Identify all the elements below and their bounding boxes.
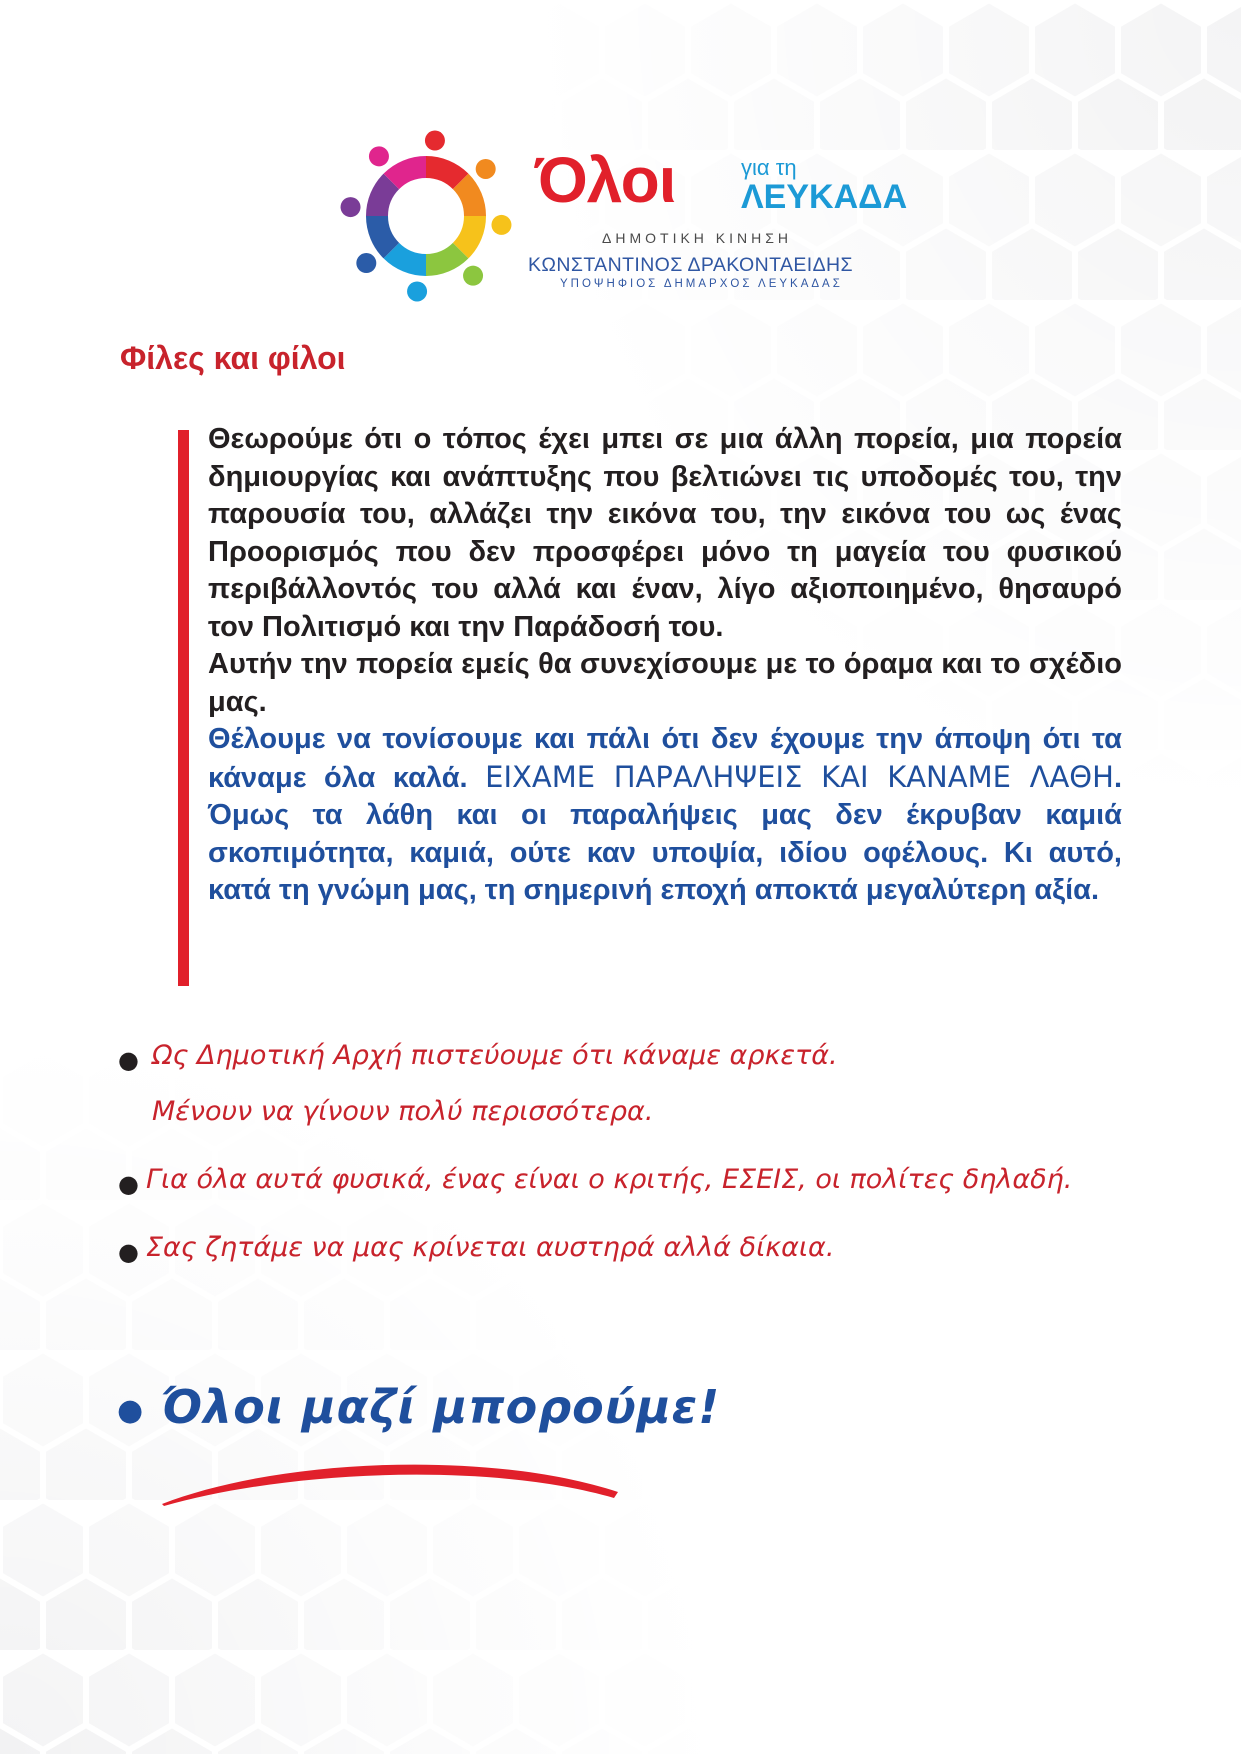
logo-figure-head xyxy=(425,131,445,151)
candidate-name: ΚΩΝΣΤΑΝΤΙΝΟΣ ΔΡΑΚΟΝΤΑΕΙΔΗΣ xyxy=(528,254,853,276)
logo-wordmark: Όλοι xyxy=(535,144,676,216)
quote-accent-bar xyxy=(178,430,189,986)
slogan xyxy=(117,1380,720,1434)
logo-figure-head xyxy=(369,146,389,166)
candidate-role: ΥΠΟΨΗΦΙΟΣ ΔΗΜΑΡΧΟΣ ΛΕΥΚΑΔΑΣ xyxy=(560,278,843,290)
logo-figure-head xyxy=(356,253,376,273)
bullet-3: Σας ζητάμε να μας κρίνεται αυστηρά αλλά δίκαια. xyxy=(146,1232,835,1263)
quote-paragraph-3 xyxy=(208,721,1122,910)
logo-movement: ΔΗΜΟΤΙΚΗ ΚΙΝΗΣΗ xyxy=(602,230,793,246)
quote-p3-start: Θέλουμε να τονίσουμε και πάλι ότι δεν έχουμε την άποψη ότι τα κάναμε όλα καλά. xyxy=(208,723,1122,794)
slogan-dot: ● xyxy=(117,1393,145,1428)
bullet-2: Για όλα αυτά φυσικά, ένας είναι ο κριτής, ΕΣΕΙΣ, οι πολίτες δηλαδή. xyxy=(146,1164,1073,1195)
quote-paragraph-2: Αυτήν την πορεία εμείς θα συνεχίσουμε με το όραμα και το σχέδιο μας. xyxy=(208,648,1122,718)
quote-paragraph-1: Θεωρούμε ότι ο τόπος έχει μπει σε μια άλλη πορεία, μια πορεία δημιουργίας και ανάπτυξης που βελτιώνει τις υποδομές του, την παρουσία του, αλλάζει την εικόνα του, την εικόνα του ως ένας Προορισμός που δεν προσφέρει μόνο τη μαγεία του φυσικού περιβάλλοντός του αλλά και έναν, λίγο αξιοποιημένο, θησαυρό τον Πολιτισμό και την Παράδοσή του. xyxy=(208,423,1122,643)
greeting-heading: Φίλες και φίλοι xyxy=(120,340,346,376)
quote-p3-caps: ΕΙΧΑΜΕ ΠΑΡΑΛΗΨΕΙΣ ΚΑΙ ΚΑΝΑΜΕ ΛΑΘΗ xyxy=(485,759,1114,794)
logo-city: ΛΕΥΚΑΔΑ xyxy=(741,178,908,216)
logo-subtitle: για τη xyxy=(741,155,797,180)
logo-figure-head xyxy=(463,266,483,286)
quote-p3-end: . Όμως τα λάθη και οι παραλήψεις μας δεν έκρυβαν καμιά σκοπιμότητα, καμιά, ούτε καν υποψία, ιδίου οφέλους. Κι αυτό, κατά τη γνώμη μας, τη σημερινή εποχή αποκτά μεγαλύτερη αξία. xyxy=(208,761,1122,906)
logo-people-ring xyxy=(338,128,514,304)
slogan-text: Όλοι μαζί μπορούμε! xyxy=(161,1380,721,1434)
logo-figure-head xyxy=(476,159,496,179)
logo-figure-head xyxy=(407,281,427,301)
slogan-swoosh xyxy=(160,1440,620,1510)
bullet-dot-icon: ● xyxy=(118,1238,139,1266)
bullet-1-line-1: Ως Δημοτική Αρχή πιστεύουμε ότι κάναμε αρκετά. xyxy=(152,1040,838,1071)
bullet-dot-icon: ● xyxy=(118,1170,139,1198)
bullet-1-line-2: Μένουν να γίνουν πολύ περισσότερα. xyxy=(152,1096,654,1127)
logo-figure-head xyxy=(491,215,511,235)
bullet-dot-icon: ● xyxy=(118,1046,139,1074)
quote-block xyxy=(208,421,1122,910)
logo-figure-head xyxy=(341,197,361,217)
